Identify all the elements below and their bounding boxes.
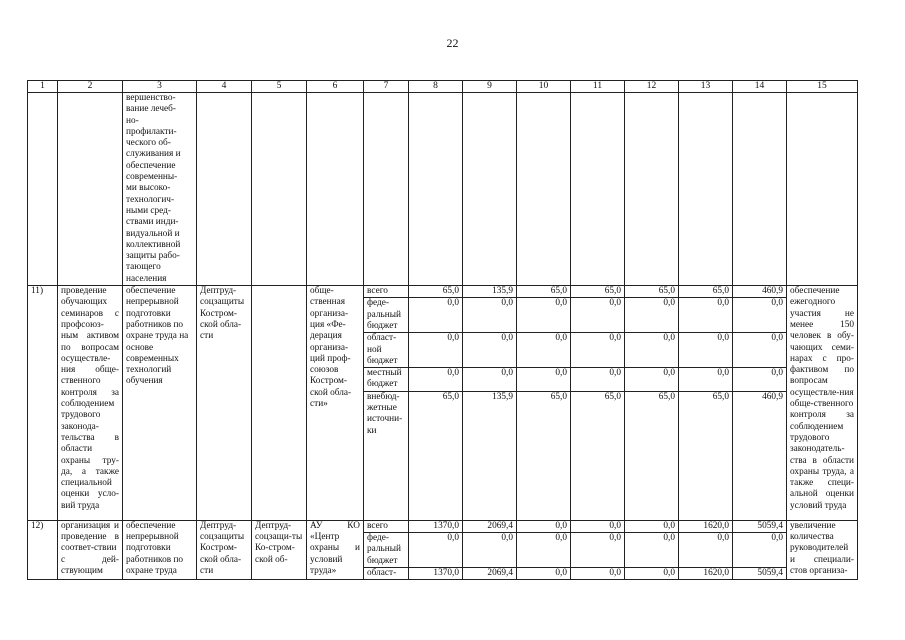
table-cell: 0,0 xyxy=(571,368,625,392)
table-cell: 1620,0 xyxy=(679,520,733,532)
table-cell: 0,0 xyxy=(571,567,625,579)
table-cell: 0,0 xyxy=(679,533,733,568)
table-cell: 0,0 xyxy=(517,533,571,568)
table-cell: 0,0 xyxy=(409,333,463,368)
table-cell: 0,0 xyxy=(409,298,463,333)
program-table xyxy=(27,80,858,580)
table-cell: 135,9 xyxy=(463,286,517,298)
table-cell: 0,0 xyxy=(679,298,733,333)
activity-name: проведение обучающих семинаров с профсоюз-ным активом по вопросам осуществле-ния обще-ственного контроля за соблюдением трудового законода-тельства в области охраны тру-да, а также специальной оценки усло-вий труда xyxy=(58,286,123,521)
column-number: 2 xyxy=(58,81,123,93)
column-number: 13 xyxy=(679,81,733,93)
activity-name: организация и проведение в соответ-ствии с дей-ствующим xyxy=(58,520,123,579)
expected-result: обеспечение ежегодного участия не менее 150 человек в обу-чающих семи-нарах с про-фактивом по вопросам осуществле-ния обще-ственного контроля за соблюдением трудового законодатель-ства в области охраны труда, а также специ-альной оценки условий труда xyxy=(787,286,858,521)
column-number: 7 xyxy=(364,81,409,93)
funding-source: феде-ральный бюджет xyxy=(364,298,409,333)
table-cell: 0,0 xyxy=(517,298,571,333)
funding-source: всего xyxy=(364,286,409,298)
column-number: 14 xyxy=(733,81,787,93)
table-cell: 0,0 xyxy=(517,520,571,532)
funding-source: местный бюджет xyxy=(364,368,409,392)
continuation-row xyxy=(28,93,858,286)
table-cell: 0,0 xyxy=(463,298,517,333)
page-number: 22 xyxy=(446,36,459,50)
table-cell: 0,0 xyxy=(409,368,463,392)
table-row xyxy=(28,286,858,298)
table-cell: 0,0 xyxy=(679,333,733,368)
table-cell: 65,0 xyxy=(679,286,733,298)
column-number: 5 xyxy=(252,81,307,93)
table-cell: 0,0 xyxy=(571,533,625,568)
table-cell: 65,0 xyxy=(571,391,625,520)
table-cell: 135,9 xyxy=(463,391,517,520)
activity-task: обеспечение непрерывной подготовки работников по охране труда на основе современных технологий обучения xyxy=(123,286,197,521)
table-cell: 0,0 xyxy=(517,333,571,368)
table-cell: 0,0 xyxy=(409,533,463,568)
column-number-row xyxy=(28,81,858,93)
table-cell: 65,0 xyxy=(517,286,571,298)
column-number: 3 xyxy=(123,81,197,93)
funding-source: феде-ральный бюджет xyxy=(364,533,409,568)
column-number: 11 xyxy=(571,81,625,93)
table-cell: 0,0 xyxy=(463,368,517,392)
table-cell: 1620,0 xyxy=(679,567,733,579)
column-number: 1 xyxy=(28,81,58,93)
column-number: 12 xyxy=(625,81,679,93)
participant-organization: обще-ственная организа-ция «Фе-дерация организа-ций проф-союзов Костром-ской обла-сти» xyxy=(307,286,364,521)
column-number: 10 xyxy=(517,81,571,93)
table-cell: 0,0 xyxy=(733,333,787,368)
responsible-executor: Дептруд-соцзащиты Костром-ской обла-сти xyxy=(197,520,252,579)
responsible-executor: Дептруд-соцзащиты Костром-ской обла-сти xyxy=(197,286,252,521)
funding-source: област- xyxy=(364,567,409,579)
funding-source: внебюд-жетные источни-ки xyxy=(364,391,409,520)
table-cell: 65,0 xyxy=(679,391,733,520)
table-cell: 2069,4 xyxy=(463,520,517,532)
table-cell: 1370,0 xyxy=(409,567,463,579)
table-cell: 65,0 xyxy=(625,391,679,520)
table-cell: 0,0 xyxy=(625,567,679,579)
table-cell: 0,0 xyxy=(463,333,517,368)
expected-result: увеличение количества руководителей и специали-стов организа- xyxy=(787,520,858,579)
table-cell: 460,9 xyxy=(733,286,787,298)
table-cell: 0,0 xyxy=(625,533,679,568)
co-executor xyxy=(252,286,307,521)
table-cell: 0,0 xyxy=(571,333,625,368)
table-cell: 65,0 xyxy=(409,286,463,298)
participant-organization: АУ КО «Центр охраны и условий труда» xyxy=(307,520,364,579)
table-cell: 0,0 xyxy=(625,333,679,368)
column-number: 6 xyxy=(307,81,364,93)
table-cell: 0,0 xyxy=(733,533,787,568)
table-cell: 65,0 xyxy=(571,286,625,298)
funding-source: област-ной бюджет xyxy=(364,333,409,368)
co-executor: Дептруд-соцзащи-ты Ко-стром-ской об- xyxy=(252,520,307,579)
column-number: 4 xyxy=(197,81,252,93)
table-cell: 0,0 xyxy=(625,520,679,532)
row-number: 12) xyxy=(28,520,58,579)
table-cell: 460,9 xyxy=(733,391,787,520)
table-cell: 2069,4 xyxy=(463,567,517,579)
row-number: 11) xyxy=(28,286,58,521)
table-cell: 65,0 xyxy=(625,286,679,298)
table-cell: 5059,4 xyxy=(733,520,787,532)
table-cell: 0,0 xyxy=(517,368,571,392)
funding-source: всего xyxy=(364,520,409,532)
table-cell: 5059,4 xyxy=(733,567,787,579)
table-cell: 0,0 xyxy=(733,368,787,392)
table-cell: 0,0 xyxy=(517,567,571,579)
column-number: 9 xyxy=(463,81,517,93)
column-number: 8 xyxy=(409,81,463,93)
table-cell: 0,0 xyxy=(625,368,679,392)
activity-task: обеспечение непрерывной подготовки работников по охране труда xyxy=(123,520,197,579)
table-cell: 0,0 xyxy=(679,368,733,392)
table-cell: 65,0 xyxy=(517,391,571,520)
table-cell: 1370,0 xyxy=(409,520,463,532)
table-cell: 0,0 xyxy=(571,520,625,532)
task-continuation-text: вершенство- вание лечеб- но- профилакти- ческого об- служивания и обеспечение современны- ми высоко- технологич- ными сред- ствами инди- видуальной и коллективной защиты рабо- тающего населения xyxy=(126,93,181,284)
table-cell: 0,0 xyxy=(625,298,679,333)
table-row xyxy=(28,520,858,532)
table-cell: 0,0 xyxy=(463,533,517,568)
table-cell: 0,0 xyxy=(733,298,787,333)
column-number: 15 xyxy=(787,81,858,93)
table-cell: 0,0 xyxy=(571,298,625,333)
table-cell: 65,0 xyxy=(409,391,463,520)
